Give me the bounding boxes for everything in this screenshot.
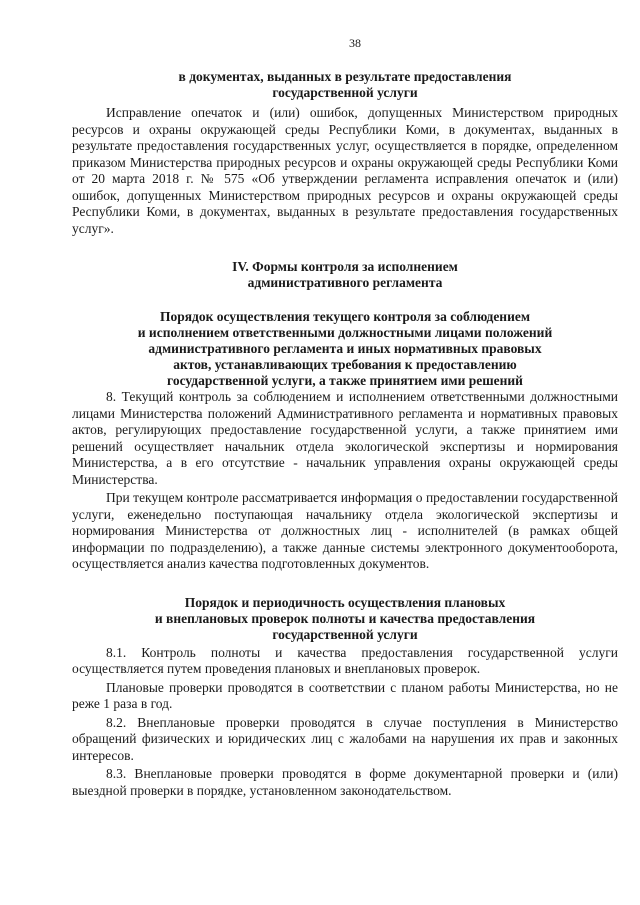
paragraph-8-2: 8.2. Внеплановые проверки проводятся в случае поступления в Министерство обращений физических и юридических лиц с жалобами на нарушения их прав и законных интересов. xyxy=(72,714,618,763)
paragraph-8-1-planned: Плановые проверки проводятся в соответствии с планом работы Министерства, но не реже 1 раза в год. xyxy=(72,679,618,711)
section-4-heading xyxy=(72,259,618,291)
heading-line: административного регламента и иных нормативных правовых xyxy=(148,341,542,356)
paragraph-corrections: Исправление опечаток и (или) ошибок, допущенных Министерством природных ресурсов и охраны окружающей среды Республики Коми, в документах, выданных в результате предоставления государственных услуг, осуществляется в порядке, определенном приказом Министерства природных ресурсов и охраны окружающей среды Республики Коми от 20 марта 2018 г. № 575 «Об утверждении регламента исправления опечаток и (или) ошибок, допущенных Министерством природных ресурсов и охраны окружающей среды Республики Коми, в документах, выданных в результате предоставления государственных услуг». xyxy=(72,105,618,236)
heading-line: и исполнением ответственными должностными лицами положений xyxy=(137,325,553,340)
heading-line: Порядок и периодичность осуществления плановых xyxy=(184,594,506,610)
page-number: 38 xyxy=(349,36,361,50)
heading-line: и внеплановых проверок полноты и качества предоставления xyxy=(154,610,536,626)
heading-line: актов, устанавливающих требования к предоставлению xyxy=(173,357,517,372)
heading-line: государственной услуги, а также принятием ими решений xyxy=(167,373,523,388)
heading-line: административного регламента xyxy=(247,275,443,290)
heading-corrections-continued xyxy=(72,69,618,101)
paragraph-8-continued: При текущем контроле рассматривается информация о предоставлении государственной услуги, еженедельно поступающая начальнику отдела экологической экспертизы и нормирования Министерства от должностных лиц - исполнителей (в рамках общей информации по подразделению), а также данные системы электронного документооборота, осуществляется анализ качества подготовленных документов. xyxy=(72,490,618,571)
heading-line: государственной услуги xyxy=(272,85,418,100)
paragraph-8: 8. Текущий контроль за соблюдением и исполнением ответственными должностными лицами Министерства положений Административного регламента и нормативных правовых актов, регулирующих предоставление государственной услуги, а также принятием ими решений осуществляет начальник отдела экологической экспертизы и нормирования Министерства, а в его отсутствие - начальник управления охраны окружающей среды Министерства. xyxy=(72,389,618,487)
heading-line: государственной услуги xyxy=(272,626,418,642)
heading-line: IV. Формы контроля за исполнением xyxy=(232,259,458,274)
subheading-current-control xyxy=(72,309,618,389)
paragraph-8-3: 8.3. Внеплановые проверки проводятся в форме документарной проверки и (или) выездной проверки в порядке, установленном законодательством. xyxy=(72,766,618,798)
heading-line: Порядок осуществления текущего контроля за соблюдением xyxy=(159,309,531,324)
paragraph-8-1: 8.1. Контроль полноты и качества предоставления государственной услуги осуществляется путем проведения плановых и внеплановых проверок. xyxy=(72,644,618,676)
subheading-inspections xyxy=(72,595,618,643)
heading-line: в документах, выданных в результате предоставления xyxy=(178,69,512,84)
